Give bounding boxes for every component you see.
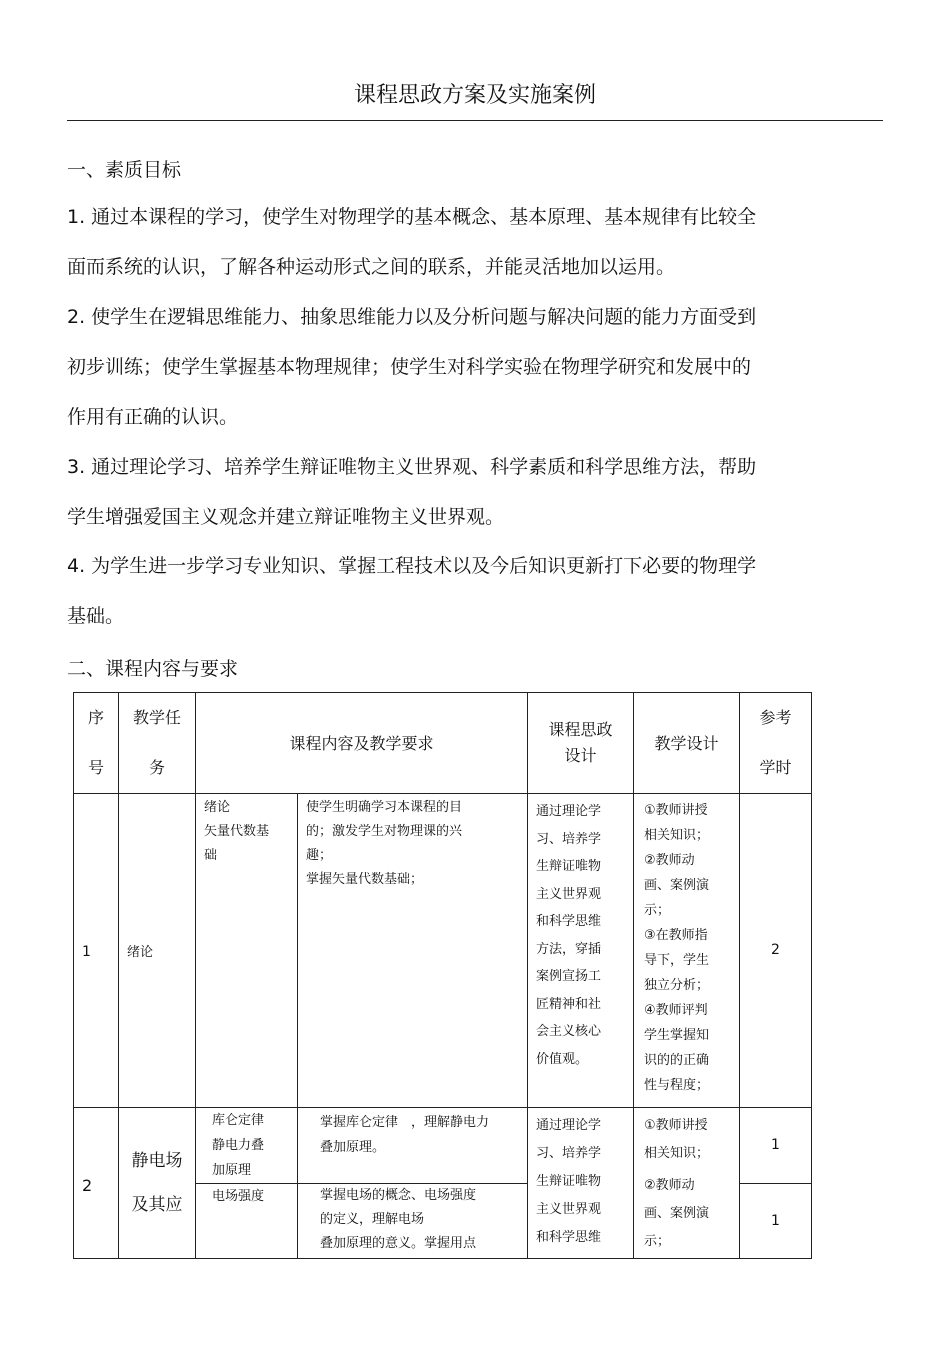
- row-1-ideology-line: 习、培养学: [536, 831, 602, 847]
- goal-item-1: [67, 192, 837, 292]
- row-1-design-line: 导下，学生: [644, 953, 710, 968]
- goal-4-line-2: 基础。: [67, 605, 125, 627]
- page-title: 课程思政方案及实施案例: [353, 83, 596, 108]
- header-hours-line-2: 学时: [759, 758, 792, 777]
- row-2-task: [119, 1108, 196, 1259]
- row-2-design-line: ①教师讲授: [644, 1118, 708, 1133]
- goal-2-line-2: 初步训练；使学生掌握基本物理规律；使学生对科学实验在物理学研究和发展中的: [67, 356, 752, 378]
- row-2b-requirement: [298, 1184, 528, 1259]
- row-1-ideology-line: 会主义核心: [536, 1024, 602, 1039]
- row-2b-requirement-line: 掌握电场的概念、电场强度: [320, 1188, 477, 1203]
- row-1-design: [634, 794, 740, 1108]
- header-task: [119, 693, 196, 794]
- row-2-ideology-line: 主义世界观: [536, 1202, 602, 1217]
- header-seq: [74, 693, 119, 794]
- row-2a-requirement-line: 叠加原理。: [320, 1140, 386, 1155]
- goal-3-line-2: 学生增强爱国主义观念并建立辩证唯物主义世界观。: [67, 506, 505, 528]
- row-1-design-line: 独立分析；: [644, 978, 710, 993]
- row-1-topic: [196, 794, 298, 1108]
- row-2-design-line: ②教师动: [644, 1178, 695, 1193]
- row-2a-topic-line: 加原理: [212, 1163, 252, 1178]
- goal-2-line-3: 作用有正确的认识。: [67, 406, 239, 428]
- row-2a-topic: [196, 1108, 298, 1184]
- header-content: 课程内容及教学要求: [196, 693, 528, 794]
- row-1-ideology-line: 价值观。: [536, 1051, 589, 1067]
- row-2-design: [634, 1108, 740, 1259]
- row-1-design-line: ④教师评判: [644, 1003, 708, 1018]
- row-1-requirement-line: 掌握矢量代数基础；: [306, 872, 424, 887]
- header-task-line-2: 务: [148, 758, 165, 777]
- row-1-ideology-line: 主义世界观: [536, 886, 602, 902]
- row-2a-requirement-line: 掌握库仑定律 ，理解静电力: [320, 1115, 490, 1130]
- row-1-requirement-line: 的；激发学生对物理课的兴: [306, 824, 463, 839]
- header-seq-line-2: 号: [87, 758, 104, 777]
- row-1-design-line: ②教师动: [644, 853, 695, 868]
- goal-1-line-1: 1. 通过本课程的学习，使学生对物理学的基本概念、基本原理、基本规律有比较全: [67, 206, 757, 228]
- header-ideology: [528, 693, 634, 794]
- row-2-design-line: 示；: [644, 1234, 671, 1249]
- row-1-ideology: [528, 794, 634, 1108]
- row-1-topic-line: 矢量代数基: [204, 824, 270, 839]
- row-1-design-line: 学生掌握知: [644, 1028, 710, 1043]
- row-1-design-line: 性与程度；: [644, 1078, 710, 1093]
- row-2b-requirement-line: 叠加原理的意义。掌握用点: [320, 1236, 477, 1251]
- title-divider: [67, 120, 883, 121]
- table-row: [74, 794, 812, 1108]
- row-2-ideology-line: 生辩证唯物: [536, 1174, 602, 1189]
- row-1-ideology-line: 生辩证唯物: [536, 859, 602, 874]
- row-2a-topic-line: 静电力叠: [212, 1138, 265, 1153]
- row-1-design-line: 识的的正确: [644, 1053, 710, 1068]
- row-2-ideology: [528, 1108, 634, 1259]
- row-2-ideology-line: 通过理论学: [536, 1118, 602, 1133]
- row-1-ideology-line: 匠精神和社: [536, 996, 602, 1012]
- row-2-ideology-line: 和科学思维: [536, 1230, 602, 1245]
- goal-3-line-1: 3. 通过理论学习、培养学生辩证唯物主义世界观、科学素质和科学思维方法，帮助: [67, 456, 757, 478]
- row-2a-hours: 1: [740, 1108, 812, 1184]
- row-1-seq: 1: [74, 794, 119, 1108]
- row-1-design-line: 画、案例演: [644, 878, 710, 893]
- row-1-topic-line: 础: [204, 848, 218, 863]
- row-1-design-line: ①教师讲授: [644, 803, 708, 818]
- goal-item-3: [67, 442, 837, 542]
- row-2-ideology-line: 习、培养学: [536, 1146, 602, 1161]
- row-1-ideology-line: 案例宣扬工: [536, 969, 602, 984]
- course-content-table: [73, 692, 812, 1259]
- row-1-design-line: ③在教师指: [644, 928, 708, 943]
- header-ideology-line-1: 课程思政: [548, 720, 613, 739]
- header-design: 教学设计: [634, 693, 740, 794]
- row-1-hours: 2: [740, 794, 812, 1108]
- goal-item-2: [67, 292, 837, 442]
- section-heading-course-content: 二、课程内容与要求: [67, 658, 239, 680]
- row-1-ideology-line: 通过理论学: [536, 804, 602, 819]
- header-hours-line-1: 参考: [759, 708, 792, 727]
- row-1-task: 绪论: [119, 794, 196, 1108]
- row-2-seq: 2: [74, 1108, 119, 1259]
- row-1-topic-line: 绪论: [204, 800, 231, 815]
- row-2-design-line: 画、案例演: [644, 1206, 710, 1221]
- row-2b-requirement-line: 的定义，理解电场: [320, 1212, 425, 1227]
- row-2-design-line: 相关知识；: [644, 1146, 710, 1161]
- row-1-ideology-line: 和科学思维: [536, 914, 602, 929]
- table-row: [74, 1108, 812, 1184]
- header-hours: [740, 693, 812, 794]
- goal-item-4: [67, 541, 837, 641]
- row-1-ideology-line: 方法，穿插: [536, 941, 602, 957]
- header-seq-line-1: 序: [87, 708, 104, 727]
- section-heading-quality-goals: 一、素质目标: [67, 159, 182, 181]
- row-1-design-line: 示；: [644, 903, 671, 918]
- row-2a-requirement: [298, 1108, 528, 1184]
- header-task-line-1: 教学任: [132, 708, 181, 727]
- row-1-requirement-line: 使学生明确学习本课程的目: [306, 800, 463, 815]
- row-2b-hours: 1: [740, 1184, 812, 1259]
- row-2-task-line: 及其应: [131, 1195, 183, 1215]
- table-header-row: [74, 693, 812, 794]
- row-2-task-line: 静电场: [131, 1151, 183, 1171]
- row-2a-topic-line: 库仑定律: [212, 1113, 265, 1128]
- row-1-design-line: 相关知识；: [644, 828, 710, 843]
- header-ideology-line-2: 设计: [564, 746, 597, 765]
- goal-4-line-1: 4. 为学生进一步学习专业知识、掌握工程技术以及今后知识更新打下必要的物理学: [67, 555, 757, 577]
- goal-2-line-1: 2. 使学生在逻辑思维能力、抽象思维能力以及分析问题与解决问题的能力方面受到: [67, 306, 757, 328]
- row-2b-topic: 电场强度: [196, 1184, 298, 1259]
- row-1-requirement: [298, 794, 528, 1108]
- goal-1-line-2: 面而系统的认识，了解各种运动形式之间的联系，并能灵活地加以运用。: [67, 256, 676, 278]
- row-1-requirement-line: 趣；: [306, 848, 333, 863]
